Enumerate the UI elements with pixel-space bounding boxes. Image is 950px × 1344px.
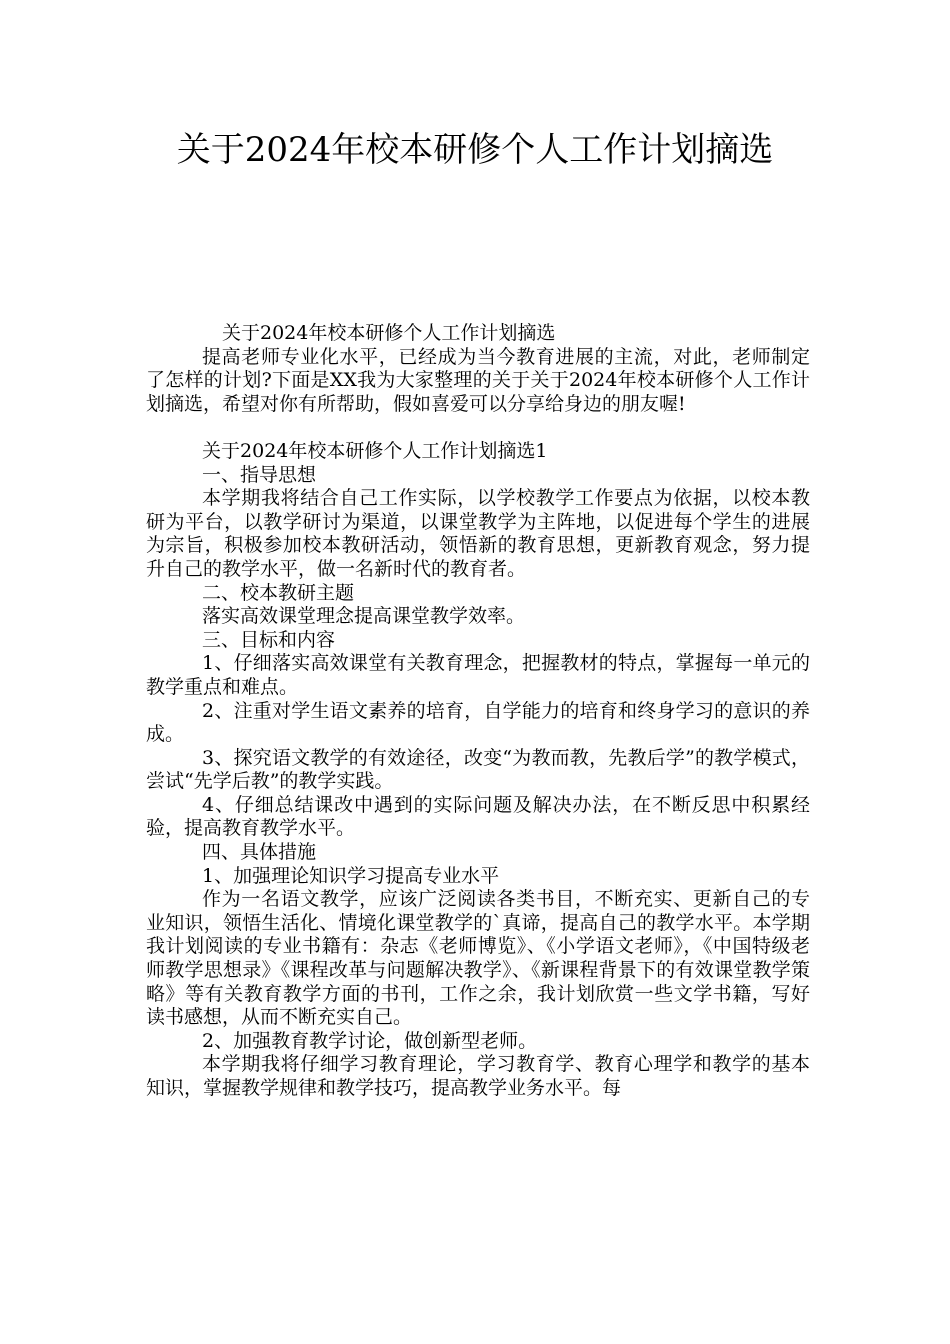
measure-paragraph-2: 本学期我将仔细学习教育理论，学习教育学、教育心理学和教学的基本知识，掌握教学规律和教学技巧，提高教学业务水平。每 xyxy=(146,1053,810,1099)
goal-item-2: 2、注重对学生语文素养的培育，自学能力的培育和终身学习的意识的养成。 xyxy=(146,699,810,746)
document-body xyxy=(146,322,810,1101)
paragraph-guiding-thought: 本学期我将结合自己工作实际，以学校教学工作要点为依据，以校本教研为平台，以教学研讨为渠道，以课堂教学为主阵地，以促进每个学生的进展为宗旨，积极参加校本教研活动，领悟新的教育思想，更新教育观念，努力提升自己的教学水平，做一名新时代的教育者。 xyxy=(146,487,810,580)
goal-item-4: 4、仔细总结课改中遇到的实际问题及解决办法，在不断反思中积累经验，提高教育教学水平。 xyxy=(146,793,810,840)
measure-heading-2: 2、加强教育教学讨论，做创新型老师。 xyxy=(202,1029,538,1052)
heading-measures: 四、具体措施 xyxy=(202,841,317,864)
goal-item-3: 3、探究语文教学的有效途径，改变“为教而教，先教后学”的教学模式，尝试“先学后教”的教学实践。 xyxy=(146,746,810,793)
measure-paragraph-1: 作为一名语文教学，应该广泛阅读各类书目，不断充实、更新自己的专业知识，领悟生活化、情境化课堂教学的`真谛，提高自己的教学水平。本学期我计划阅读的专业书籍有：杂志《老师博览》、《小学语文老师》，《中国特级老师教学思想录》《课程改革与问题解决教学》、《新课程背景下的有效课堂教学策略》等有关教育教学方面的书刊，工作之余，我计划欣赏一些文学书籍，写好读书感想，从而不断充实自己。 xyxy=(146,888,810,1029)
section-title: 关于2024年校本研修个人工作计划摘选1 xyxy=(202,439,548,462)
heading-goals-content: 三、目标和内容 xyxy=(202,628,336,651)
intro-paragraph: 提高老师专业化水平，已经成为当今教育进展的主流，对此，老师制定了怎样的计划?下面是XX我为大家整理的关于关于2024年校本研修个人工作计划摘选，希望对你有所帮助，假如喜爱可以分享给身边的朋友喔! xyxy=(146,345,810,415)
document-title: 关于2024年校本研修个人工作计划摘选 xyxy=(176,130,774,170)
goal-item-1: 1、仔细落实高效课堂有关教育理念，把握教材的特点，掌握每一单元的教学重点和难点。 xyxy=(146,652,810,698)
subtitle: 关于2024年校本研修个人工作计划摘选 xyxy=(222,322,556,344)
blank-line xyxy=(146,416,810,440)
heading-research-theme: 二、校本教研主题 xyxy=(202,581,355,604)
paragraph-research-theme: 落实高效课堂理念提高课堂教学效率。 xyxy=(202,605,526,628)
measure-heading-1: 1、加强理论知识学习提高专业水平 xyxy=(202,864,500,887)
heading-guiding-thought: 一、指导思想 xyxy=(202,463,317,486)
